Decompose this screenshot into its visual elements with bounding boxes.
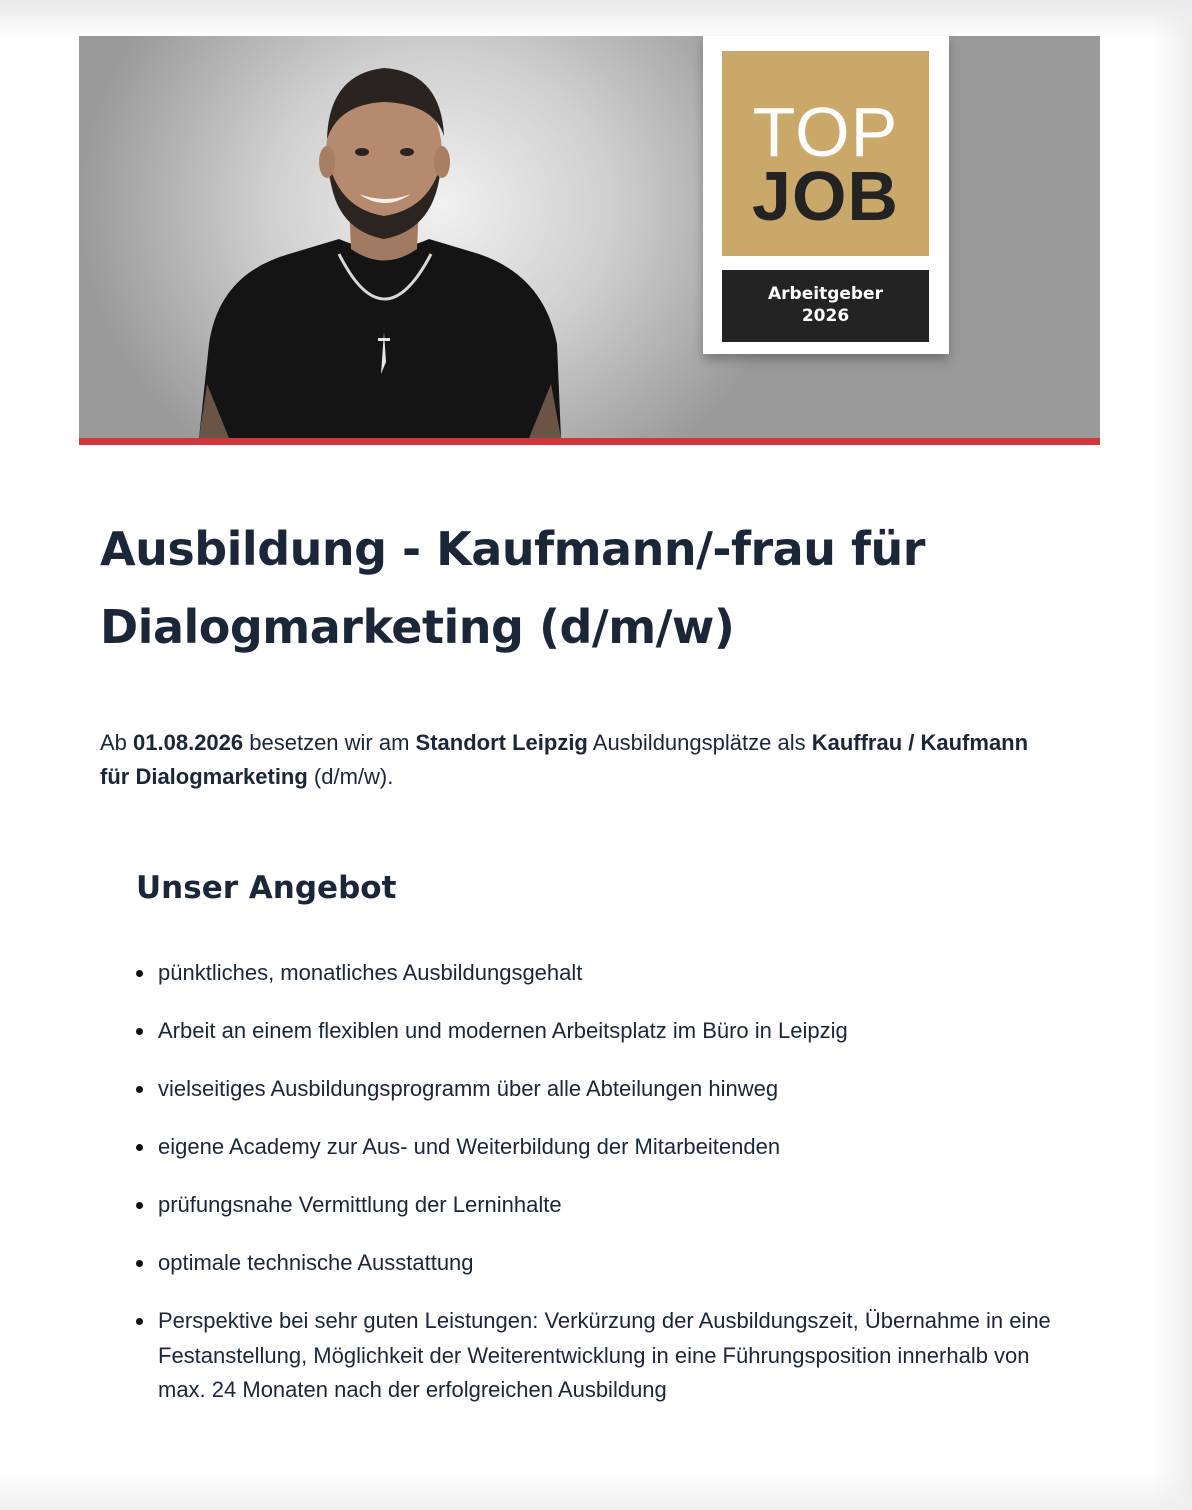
bullet-icon (136, 1144, 143, 1151)
intro-text-2: besetzen wir am (243, 730, 416, 755)
intro-location: Standort Leipzig (415, 730, 588, 755)
list-item (136, 1130, 1056, 1165)
intro-text-1: Ab (100, 730, 134, 755)
list-item-text: optimale technische Ausstattung (158, 1250, 474, 1275)
bullet-icon (136, 1202, 143, 1209)
intro-text-4: (d/m/w). (307, 764, 394, 789)
badge-gold-panel (722, 51, 929, 256)
intro-text-3: Ausbildungsplätze als (587, 730, 812, 755)
list-item (136, 1188, 1056, 1223)
badge-job-text: JOB (752, 157, 899, 235)
list-item-text: Arbeit an einem flexiblen und modernen Arbeitsplatz im Büro in Leipzig (158, 1018, 848, 1043)
list-item (136, 956, 1056, 991)
badge-employer-panel (722, 270, 929, 342)
top-fade (0, 0, 1192, 40)
badge-top-text: TOP (752, 93, 899, 171)
top-job-badge (703, 36, 949, 354)
list-item (136, 1072, 1056, 1107)
bullet-icon (136, 1086, 143, 1093)
intro-role: Kauffrau / Kaufmann für Dialogmarketing (100, 730, 1029, 789)
list-item (136, 1304, 1056, 1408)
list-item-text: vielseitiges Ausbildungsprogramm über alle Abteilungen hinweg (158, 1076, 779, 1101)
bottom-fade (0, 1470, 1192, 1510)
intro-start-date: 01.08.2026 (133, 730, 244, 755)
list-item (136, 1014, 1056, 1049)
offer-heading: Unser Angebot (136, 870, 397, 906)
bullet-icon (136, 1260, 143, 1267)
offer-list (136, 956, 1056, 1431)
list-item-text: eigene Academy zur Aus- und Weiterbildung der Mitarbeitenden (158, 1134, 781, 1159)
bullet-icon (136, 970, 143, 977)
list-item (136, 1246, 1056, 1281)
list-item-text: pünktliches, monatliches Ausbildungsgehalt (158, 960, 583, 985)
right-edge-shade (1152, 0, 1192, 1510)
badge-employer-label: Arbeitgeber (768, 284, 883, 304)
job-intro (100, 726, 1060, 794)
banner-accent-line (79, 438, 1100, 445)
list-item-text: Perspektive bei sehr guten Leistungen: Verkürzung der Ausbildungszeit, Übernahme in eine Festanstellung, Möglichkeit der Weiterentwicklung in eine Führungsposition innerhalb von max. 24 Monaten nach der erfolgreichen Ausbildung (158, 1308, 1051, 1402)
job-title: Ausbildung - Kaufmann/-frau für Dialogmarketing (d/m/w) (100, 522, 925, 654)
list-item-text: prüfungsnahe Vermittlung der Lerninhalte (158, 1192, 562, 1217)
bullet-icon (136, 1028, 143, 1035)
bullet-icon (136, 1318, 143, 1325)
employee-portrait (179, 44, 579, 438)
badge-year-label: 2026 (801, 306, 850, 326)
